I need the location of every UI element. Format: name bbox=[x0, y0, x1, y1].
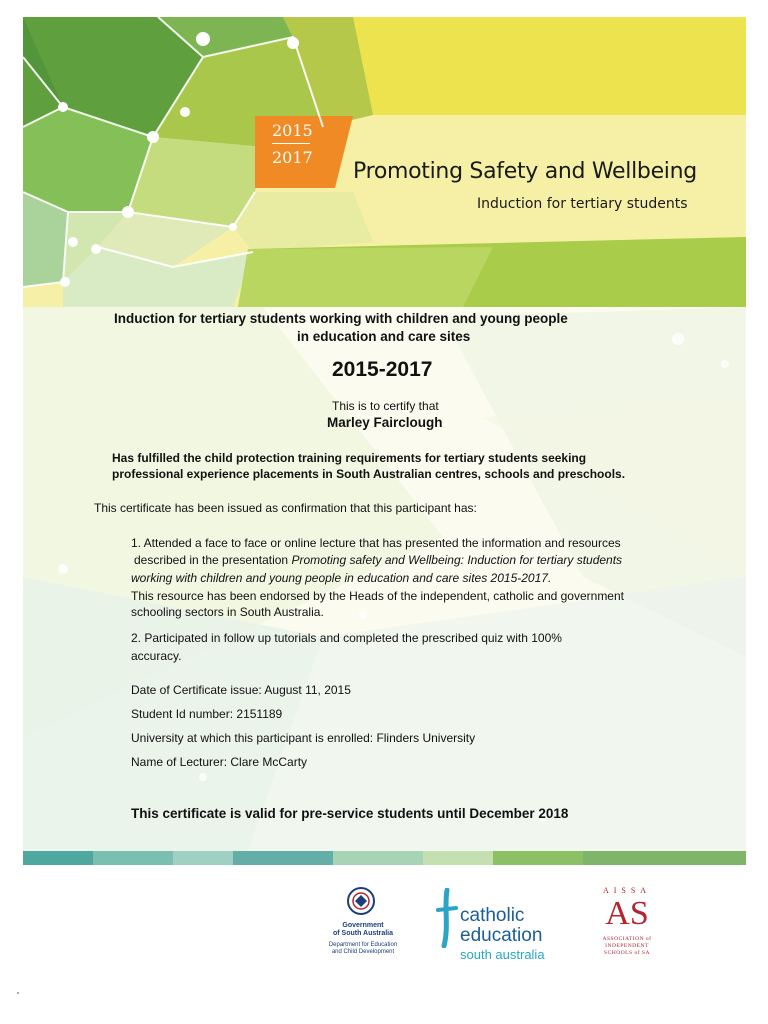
year-start: 2015 bbox=[272, 121, 313, 140]
heading-line-2: in education and care sites bbox=[297, 329, 471, 344]
gov-sa-logo bbox=[318, 886, 408, 966]
aissa-line-2: INDEPENDENT bbox=[605, 943, 649, 949]
heading-line-1: Induction for tertiary students working with children and young people bbox=[114, 311, 568, 326]
years-badge bbox=[255, 116, 353, 188]
issued-intro: This certificate has been issued as confirmation that this participant has: bbox=[94, 501, 477, 515]
year-divider bbox=[272, 143, 310, 144]
gov-line-3: Department for Education bbox=[328, 942, 398, 948]
fulfilled-line-2: professional experience placements in South Australian centres, schools and preschools. bbox=[112, 467, 626, 481]
gov-sa-crest-icon bbox=[346, 886, 376, 920]
student-id: Student Id number: 2151189 bbox=[131, 707, 283, 721]
item-2-line-2: accuracy. bbox=[131, 649, 182, 663]
page-marker bbox=[17, 992, 19, 994]
date-of-issue: Date of Certificate issue: August 11, 2015 bbox=[131, 683, 351, 697]
aissa-line-3: SCHOOLS of SA bbox=[604, 950, 650, 956]
certificate-years: 2015-2017 bbox=[332, 358, 433, 381]
fulfilled-line-1: Has fulfilled the child protection training requirements for tertiary students seeking bbox=[112, 451, 587, 465]
year-end: 2017 bbox=[272, 148, 313, 167]
item-1-line-2-italic: Promoting safety and Wellbeing: Induction for tertiary students bbox=[291, 553, 623, 567]
aissa-acronym: AISSA bbox=[602, 886, 652, 895]
catholic-education-logo bbox=[436, 888, 566, 968]
certify-text: This is to certify that bbox=[332, 399, 439, 413]
certificate bbox=[23, 17, 746, 865]
item-1-line-5: schooling sectors in South Australia. bbox=[131, 605, 324, 619]
gov-line-4: and Child Development bbox=[331, 949, 395, 955]
banner-title: Promoting Safety and Wellbeing bbox=[353, 159, 697, 184]
item-1-line-4: This resource has been endorsed by the Heads of the independent, catholic and government bbox=[131, 589, 624, 603]
validity-statement: This certificate is valid for pre-service students until December 2018 bbox=[131, 806, 569, 821]
item-1-line-1: 1. Attended a face to face or online lecture that has presented the information and resources bbox=[131, 536, 621, 550]
university: University at which this participant is enrolled: Flinders University bbox=[131, 731, 476, 745]
gov-line-1: Government bbox=[342, 922, 384, 929]
participant-name: Marley Fairclough bbox=[327, 415, 443, 430]
item-1-line-3: working with children and young people in education and care sites 2015-2017. bbox=[131, 571, 552, 585]
banner-subtitle: Induction for tertiary students bbox=[477, 196, 688, 212]
lecturer-name: Name of Lecturer: Clare McCarty bbox=[131, 755, 308, 769]
cross-icon bbox=[436, 888, 458, 948]
aissa-monogram: AS bbox=[605, 895, 649, 932]
catholic-line-2: education bbox=[460, 925, 543, 946]
item-1-line-2-plain: described in the presentation bbox=[134, 553, 292, 567]
catholic-line-3: south australia bbox=[460, 947, 545, 962]
catholic-line-1: catholic bbox=[460, 905, 525, 926]
item-1-line-2 bbox=[134, 553, 622, 567]
aissa-line-1: ASSOCIATION of bbox=[602, 936, 652, 942]
gov-line-2: of South Australia bbox=[332, 930, 394, 937]
item-2-line-1: 2. Participated in follow up tutorials and completed the prescribed quiz with 100% bbox=[131, 631, 562, 645]
aissa-logo bbox=[592, 886, 662, 966]
